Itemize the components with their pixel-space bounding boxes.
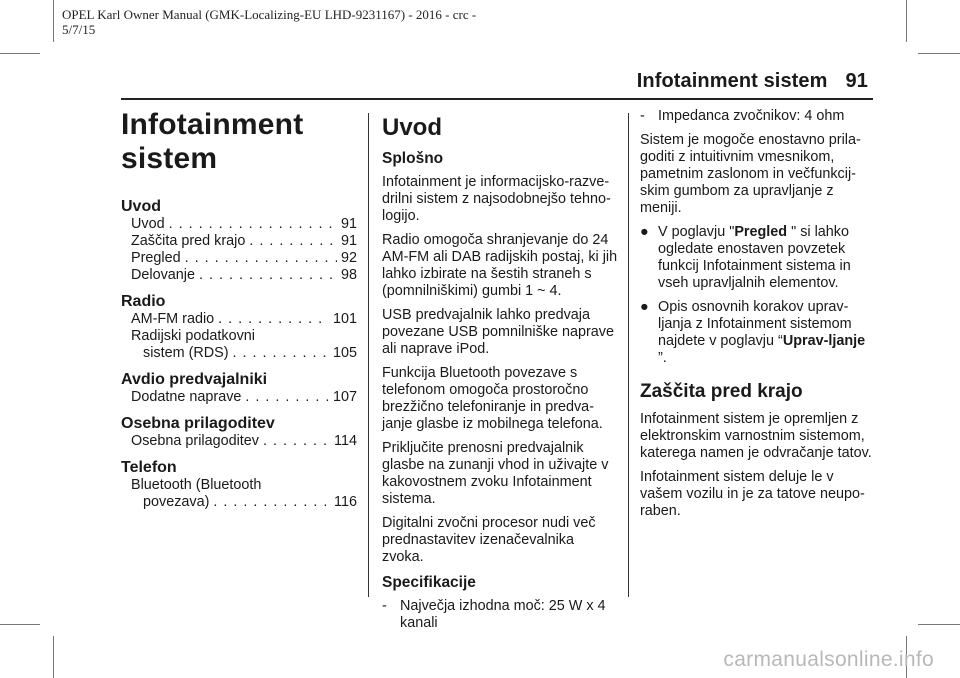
toc-entry-text: Delovanje <box>131 267 195 283</box>
toc-entry-page: 91 <box>340 216 357 232</box>
meta-line-1: OPEL Karl Owner Manual (GMK-Localizing-EU LHD-9231167) - 2016 - crc - <box>62 7 477 22</box>
bullet-marker: ● <box>640 224 649 240</box>
toc-leader <box>249 233 337 250</box>
column-divider <box>628 113 629 597</box>
toc-entry-text[interactable]: Bluetooth (Bluetooth <box>131 477 262 493</box>
toc-entry[interactable] <box>121 389 357 406</box>
toc-section[interactable]: Uvod <box>121 198 161 215</box>
bullet-text <box>658 224 876 292</box>
paragraph: Infotainment je informacijsko-razve-drilni sistem z najsodobnejšo tehno-logijo. <box>382 174 611 224</box>
toc-leader <box>169 216 337 233</box>
section-heading: Zaščita pred krajo <box>640 381 803 402</box>
dash-marker: - <box>382 598 387 614</box>
toc-entry[interactable] <box>121 250 357 267</box>
toc-leader <box>213 494 330 511</box>
crop-mark <box>0 624 40 625</box>
cross-reference-link[interactable]: Uprav-ljanje <box>782 333 866 349</box>
chapter-title <box>121 108 357 176</box>
crop-mark <box>53 0 54 42</box>
chapter-title-line: sistem <box>121 142 218 175</box>
paragraph: USB predvajalnik lahko predvaja povezane USB pomnilniške naprave ali naprave iPod. <box>382 307 614 357</box>
bullet-text-part: ”. <box>658 350 667 366</box>
section-heading: Uvod <box>382 114 442 141</box>
toc-entry-text: AM-FM radio <box>131 311 215 327</box>
paragraph: Infotainment sistem deluje le v vašem vozilu in je za tatove neupo-raben. <box>640 469 865 519</box>
running-head-title: Infotainment sistem <box>636 70 828 92</box>
watermark: carmanualsonline.info <box>723 648 934 671</box>
bullet-text-part: Opis osnovnih korakov uprav-ljanja z Infotainment sistemom najdete v poglavju “ <box>658 299 852 349</box>
toc-entry[interactable] <box>121 311 357 328</box>
toc-section[interactable]: Osebna prilagoditev <box>121 415 275 432</box>
content-column <box>640 108 876 527</box>
spec-item <box>640 108 876 125</box>
subsection-heading: Splošno <box>382 150 444 167</box>
running-head <box>637 70 868 93</box>
paragraph: Digitalni zvočni procesor nudi več prednastavitev izenačevalnika zvoka. <box>382 515 596 565</box>
bullet-item <box>640 224 876 292</box>
toc-leader <box>263 433 330 450</box>
bullet-marker: ● <box>640 299 649 315</box>
toc-entry-page: 114 <box>334 433 357 449</box>
toc-section[interactable]: Radio <box>121 293 166 310</box>
toc-entry-text: Dodatne naprave <box>131 389 242 405</box>
column-divider <box>368 113 369 597</box>
toc-entry-page: 98 <box>340 267 357 283</box>
document-meta <box>62 7 522 37</box>
crop-mark <box>53 636 54 678</box>
paragraph: Priključite prenosni predvajalnik glasbe na zunanji vhod in uživajte v kakovostnem zvoku Infotainment sistema. <box>382 440 609 507</box>
toc-entry[interactable] <box>121 433 357 450</box>
toc-entry-text: Zaščita pred krajo <box>131 233 246 249</box>
chapter-toc-column <box>121 108 357 511</box>
toc-entry-text: Pregled <box>131 250 181 266</box>
paragraph: Sistem je mogoče enostavno prila-goditi z intuitivnim vmesnikom, pametnim zaslonom in večfunkcij-skim gumbom za upravljanje z meniji. <box>640 132 861 216</box>
toc-entry-text: Uvod <box>131 216 165 232</box>
meta-line-2: 5/7/15 <box>62 22 96 37</box>
spec-text: Največja izhodna moč: 25 W x 4 kanali <box>400 598 606 631</box>
crop-mark <box>918 624 960 625</box>
bullet-text-part: " si lahko ogledate enostaven povzetek funkcij Infotainment sistema in vseh upravljalnih elementov. <box>658 224 851 291</box>
paragraph: Funkcija Bluetooth povezave s telefonom omogoča prostoročno brezžično telefoniranje in predva-janje glasbe iz mobilnega telefona. <box>382 365 603 432</box>
dash-marker: - <box>640 108 645 124</box>
toc-entry-page: 107 <box>332 389 357 405</box>
crop-mark <box>906 0 907 42</box>
toc-leader <box>199 267 337 284</box>
toc-entry[interactable] <box>121 345 357 362</box>
toc-leader <box>233 345 329 362</box>
toc-entry[interactable] <box>121 233 357 250</box>
toc-section[interactable]: Telefon <box>121 459 177 476</box>
toc-leader <box>245 389 329 406</box>
spec-text: Impedanca zvočnikov: 4 ohm <box>658 108 845 124</box>
toc-entry-text: povezava) <box>143 494 210 510</box>
toc-entry-text[interactable]: Radijski podatkovni <box>131 328 255 344</box>
subsection-heading: Specifikacije <box>382 574 476 591</box>
crop-mark <box>918 53 960 54</box>
toc-entry-page: 105 <box>332 345 357 361</box>
bullet-item <box>640 299 876 367</box>
spec-item <box>382 598 618 632</box>
crop-mark <box>0 53 40 54</box>
toc-entry-page: 101 <box>332 311 357 327</box>
cross-reference-link[interactable]: Pregled <box>734 224 788 240</box>
toc-entry-page: 116 <box>334 494 357 510</box>
toc-entry-page: 91 <box>340 233 357 249</box>
toc-entry-page: 92 <box>340 250 357 266</box>
header-rule <box>121 98 873 100</box>
page-number: 91 <box>845 70 868 92</box>
toc-leader <box>185 250 337 267</box>
paragraph: Infotainment sistem je opremljen z elektronskim varnostnim sistemom, katerega namen je odvračanje tatov. <box>640 411 872 461</box>
toc-leader <box>218 311 329 328</box>
toc-entry[interactable] <box>121 494 357 511</box>
toc-entry-text: Osebna prilagoditev <box>131 433 259 449</box>
toc-section[interactable]: Avdio predvajalniki <box>121 371 268 388</box>
toc-entry[interactable] <box>121 267 357 284</box>
intro-column <box>382 108 618 639</box>
bullet-text <box>658 299 876 367</box>
bullet-text-part: V poglavju " <box>658 224 735 240</box>
paragraph: Radio omogoča shranjevanje do 24 AM-FM ali DAB radijskih postaj, ki jih lahko izbirate na šestih straneh s (pomnilniškimi) gumbi 1 ~ 4. <box>382 232 618 299</box>
toc-entry[interactable] <box>121 216 357 233</box>
chapter-title-line: Infotainment <box>121 108 304 141</box>
toc-entry-text: sistem (RDS) <box>143 345 229 361</box>
